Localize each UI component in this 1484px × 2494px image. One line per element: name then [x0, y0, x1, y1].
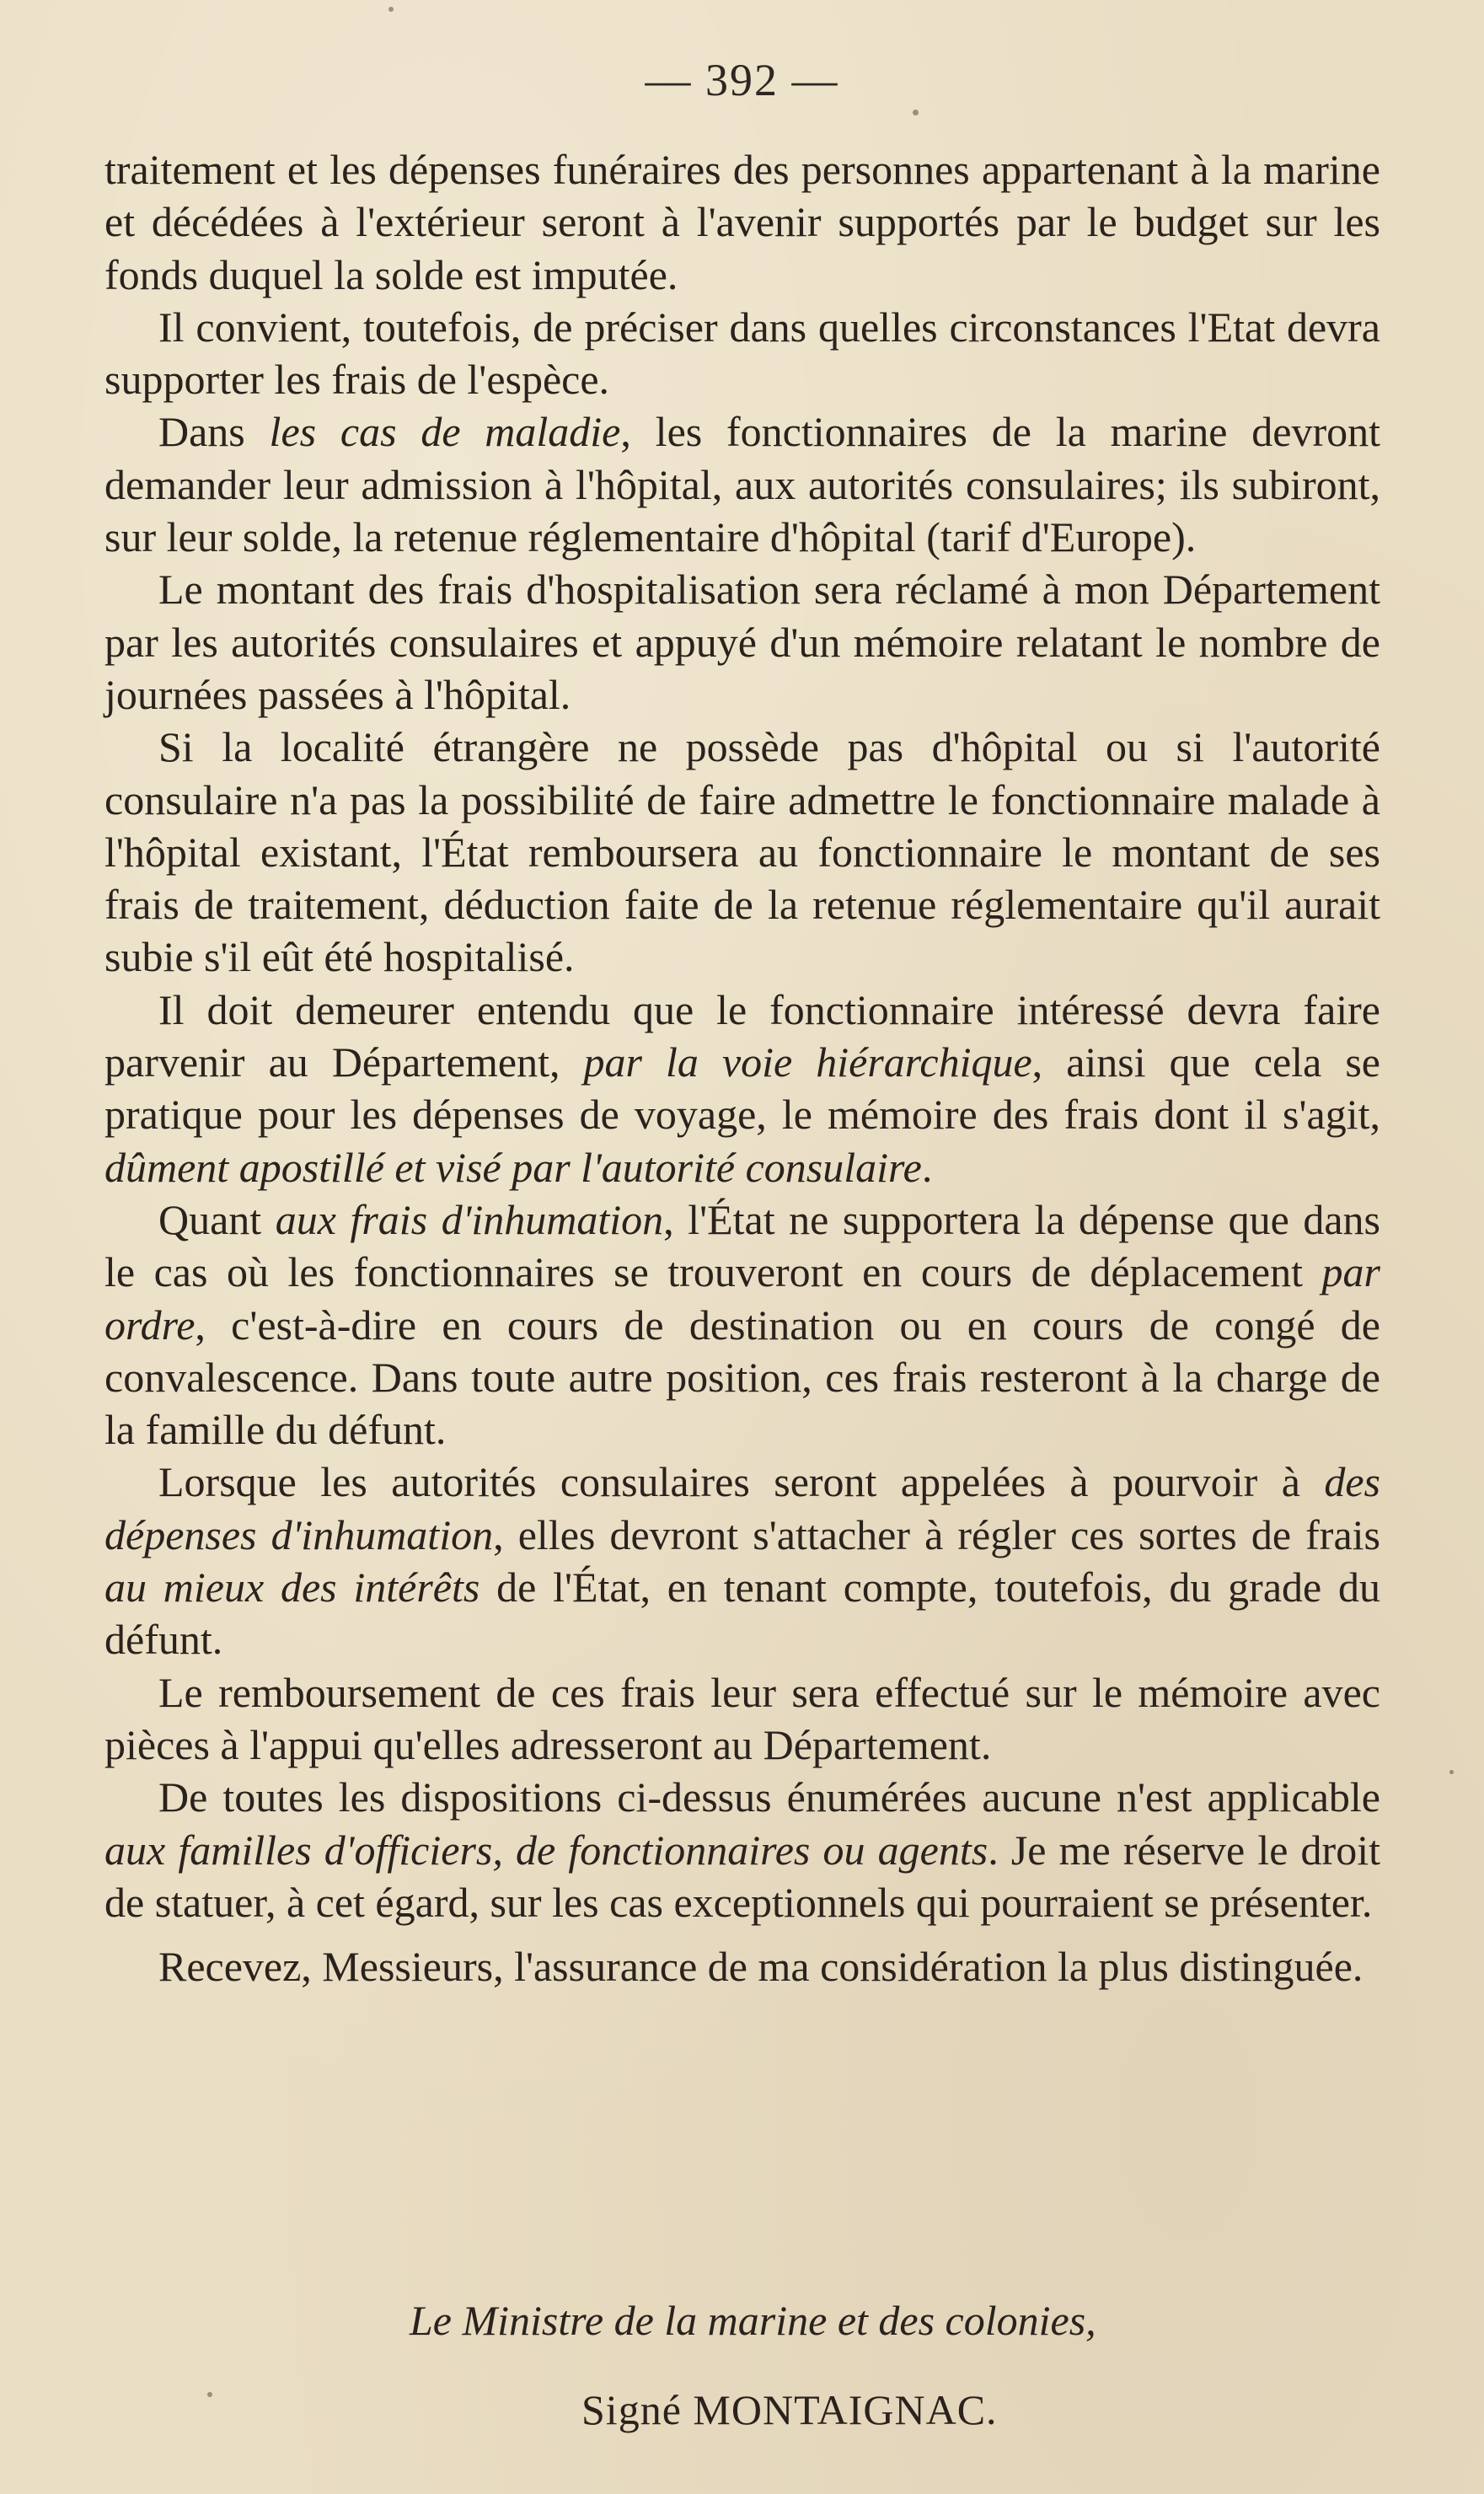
paragraph-8	[104, 1456, 1380, 1665]
paper-speck	[388, 7, 394, 12]
signatory-name: Signé MONTAIGNAC.	[581, 2386, 998, 2433]
paragraph-3	[104, 405, 1380, 563]
paper-speck	[1449, 1770, 1454, 1774]
text-segment: , les fonctionnaires de la marine devront demander leur admission à l'hôpital, aux autorités consulaires; ils subiront, sur leur solde, la retenue réglementaire d'hôpital (tarif d'Europe).	[104, 408, 1380, 561]
text-segment: Le montant des frais d'hospitalisation sera réclamé à mon Département par les autorités consulaires et appuyé d'un mémoire relatant le nombre de journées passées à l'hôpital.	[104, 566, 1380, 718]
paper-speck	[207, 2392, 212, 2397]
paragraph-1	[104, 143, 1380, 301]
body-text	[104, 143, 1380, 1993]
text-segment: Quant	[158, 1195, 276, 1243]
text-segment: Recevez, Messieurs, l'assurance de ma considération la plus distinguée.	[158, 1943, 1363, 1991]
italic-segment: aux familles d'officiers, de fonctionnaires ou agents	[104, 1826, 988, 1874]
text-segment: Lorsque les autorités consulaires seront appelées à pourvoir à	[158, 1458, 1325, 1506]
italic-segment: aux frais d'inhumation	[275, 1195, 664, 1243]
text-segment: , l'État ne supportera la dépense que dans le cas où les fonctionnaires se trouveront en cours de déplacement	[104, 1195, 1380, 1296]
paragraph-9	[104, 1666, 1380, 1772]
text-segment: , c'est-à-dire en cours de destination ou en cours de congé de convalescence. Dans toute autre position, ces frais resteront à la charge de la famille du défunt.	[104, 1301, 1380, 1454]
paragraph-11	[104, 1940, 1380, 1993]
paragraph-2	[104, 301, 1380, 406]
text-segment: Si la localité étrangère ne possède pas d'hôpital ou si l'autorité consulaire n'a pas la possibilité de faire admettre le fonctionnaire malade à l'hôpital existant, l'État remboursera au fonctionnaire le montant de ses frais de traitement, déduction faite de la retenue réglementaire qu'il aurait subie s'il eût été hospitalisé.	[104, 723, 1380, 981]
text-segment: Dans	[158, 408, 270, 456]
text-segment: de l'État, en tenant compte, toutefois, du grade du défunt.	[104, 1563, 1380, 1664]
text-segment: .	[921, 1143, 933, 1191]
italic-segment: dûment apostillé et visé par l'autorité consulaire	[104, 1143, 922, 1191]
text-segment: De toutes les dispositions ci-dessus énumérées aucune n'est applicable	[158, 1773, 1380, 1821]
text-segment: Le remboursement de ces frais leur sera effectué sur le mémoire avec pièces à l'appui qu'elles adresseront au Département.	[104, 1668, 1380, 1768]
italic-segment: par ordre	[104, 1248, 1380, 1349]
text-segment: traitement et les dépenses funéraires des personnes appartenant à la marine et décédées à l'extérieur seront à l'avenir supportés par le budget sur les fonds duquel la solde est imputée.	[104, 146, 1380, 298]
text-segment: , ainsi que cela se pratique pour les dépenses de voyage, le mémoire des frais dont il s'agit,	[104, 1038, 1381, 1139]
paragraph-7	[104, 1193, 1380, 1456]
text-segment: , elles devront s'attacher à régler ces sortes de frais	[493, 1510, 1380, 1558]
paper-speck	[913, 110, 919, 115]
italic-segment: au mieux des intérêts	[104, 1563, 480, 1612]
italic-segment: les cas de maladie	[269, 408, 621, 456]
paragraph-4	[104, 563, 1380, 721]
paragraph-6	[104, 984, 1380, 1193]
text-segment: Il doit demeurer entendu que le fonctionnaire intéressé devra faire parvenir au Département,	[104, 985, 1380, 1086]
signatory-title: Le Ministre de la marine et des colonies,	[410, 2297, 1096, 2344]
text-segment: . Je me réserve le droit de statuer, à cet égard, sur les cas exceptionnels qui pourraient se présenter.	[104, 1826, 1380, 1926]
page-number: — 392 —	[645, 55, 839, 105]
paragraph-5	[104, 721, 1380, 983]
italic-segment: des dépenses d'inhumation	[104, 1458, 1380, 1558]
italic-segment: par la voie hiérarchique	[583, 1038, 1032, 1086]
paragraph-10	[104, 1771, 1380, 1928]
text-segment: Il convient, toutefois, de préciser dans quelles circonstances l'Etat devra supporter les frais de l'espèce.	[104, 303, 1380, 404]
